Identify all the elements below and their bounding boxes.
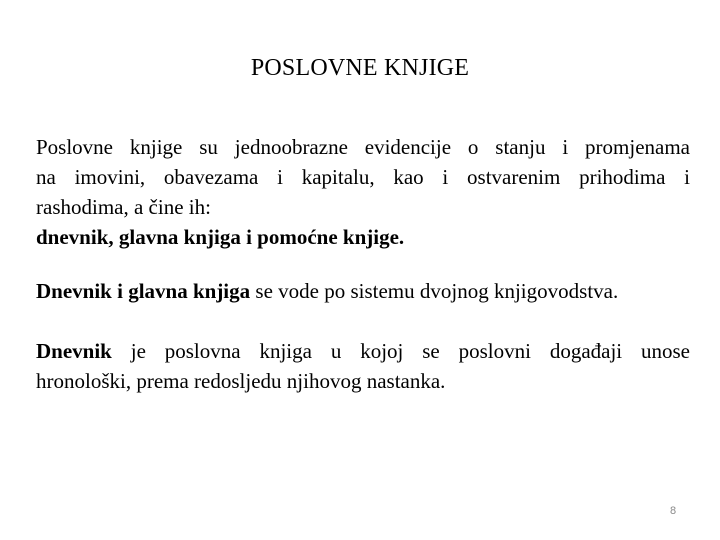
bold-book-list: dnevnik, glavna knjiga i pomoćne knjige. xyxy=(36,225,405,249)
paragraph-text: se vode po sistemu dvojnog knjigovodstva. xyxy=(250,279,619,303)
paragraph-definition xyxy=(36,132,690,252)
slide-title: POSLOVNE KNJIGE xyxy=(250,55,470,81)
page-number: 8 xyxy=(669,505,677,517)
paragraph-line: rashodima, a čine ih: xyxy=(36,195,211,219)
paragraph-text: je poslovna knjiga u kojoj se poslovni događaji unose xyxy=(111,339,690,363)
paragraph-line: hronološki, prema redosljedu njihovog nastanka. xyxy=(36,369,446,393)
bold-term: Dnevnik i glavna knjiga xyxy=(36,279,251,303)
paragraph-journal-definition xyxy=(36,336,690,396)
paragraph-line: na imovini, obavezama i kapitalu, kao i ostvarenim prihodima i xyxy=(36,165,690,189)
paragraph-double-entry xyxy=(36,276,690,306)
paragraph-line xyxy=(36,336,690,366)
paragraph-line: Poslovne knjige su jednoobrazne evidencije o stanju i promjenama xyxy=(36,135,690,159)
bold-term: Dnevnik xyxy=(36,339,112,363)
